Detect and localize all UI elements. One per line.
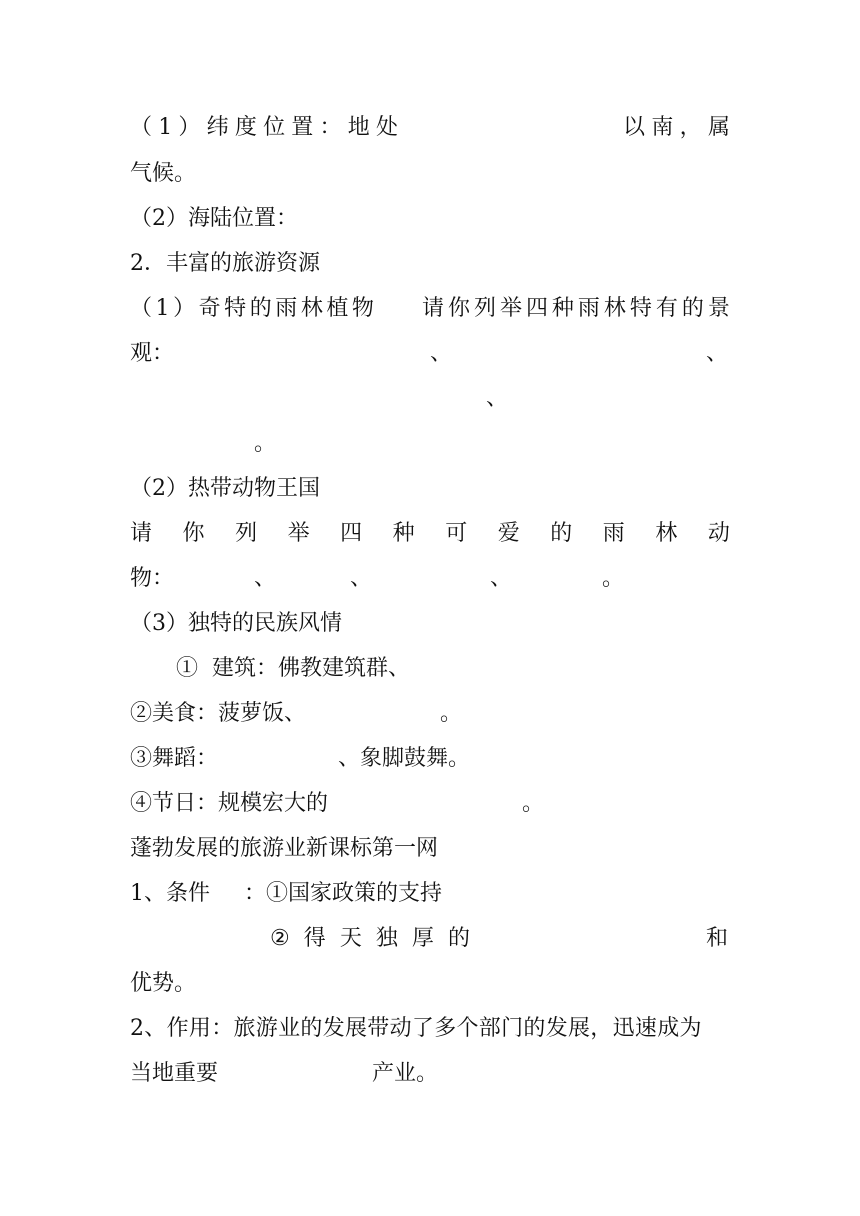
char: （ (130, 296, 153, 321)
line-food: ②美食：菠萝饭、 (130, 701, 307, 726)
line-animals-label: 物： (130, 566, 175, 591)
char: 雨 (275, 296, 298, 321)
separator-mark: 、 (706, 341, 729, 366)
char: 特 (629, 296, 652, 321)
char: 你 (182, 521, 205, 546)
char: 列 (473, 296, 496, 321)
char: 置 (291, 115, 314, 140)
heading-animal-kingdom: （2）热带动物王国 (130, 476, 320, 501)
char: 的 (550, 521, 573, 546)
char: 以 (623, 115, 646, 140)
char: 爱 (497, 521, 520, 546)
char: 林 (603, 296, 626, 321)
char: 特 (224, 296, 247, 321)
char: ② (270, 926, 290, 951)
char: 可 (445, 521, 468, 546)
line-dance-rest: 、象脚鼓舞。 (338, 746, 471, 771)
char: 位 (263, 115, 286, 140)
char: 度 (234, 115, 257, 140)
char: ） (173, 296, 196, 321)
char: 天 (339, 926, 362, 951)
conjunction-and: 和 (706, 926, 729, 951)
char: ， (679, 115, 702, 140)
line-architecture: ① 建筑：佛教建筑群、 (176, 656, 410, 681)
char: 动 (707, 521, 730, 546)
char: 种 (551, 296, 574, 321)
line-latitude-b (623, 114, 730, 142)
period-mark: 。 (602, 566, 625, 591)
char: 雨 (577, 296, 600, 321)
char: 厚 (411, 926, 434, 951)
char: 独 (375, 926, 398, 951)
line-industry: 产业。 (372, 1061, 439, 1086)
char: ） (178, 115, 201, 140)
char: 1 (158, 115, 173, 140)
line-climate: 气候。 (130, 161, 197, 186)
separator-mark: 、 (254, 566, 277, 591)
char: 地 (347, 115, 370, 140)
char: 的 (681, 296, 704, 321)
separator-mark: 、 (486, 386, 509, 411)
separator-mark: 、 (350, 566, 373, 591)
char: （ (130, 115, 153, 140)
char: 处 (375, 115, 398, 140)
char: 请 (422, 296, 445, 321)
line-list-landscapes (422, 295, 730, 323)
line-conditions-label: 1、条件 (130, 881, 210, 906)
char: 物 (351, 296, 374, 321)
char: 雨 (602, 521, 625, 546)
separator-mark: 、 (430, 341, 453, 366)
line-landscape-label: 观： (130, 341, 175, 366)
char: 四 (340, 521, 363, 546)
char: 列 (235, 521, 258, 546)
char: 举 (499, 296, 522, 321)
char: 南 (651, 115, 674, 140)
line-festival: ④节日：规模宏大的 (130, 791, 329, 816)
line-conditions-policy: ：①国家政策的支持 (244, 881, 443, 906)
char: 属 (707, 115, 730, 140)
line-rainforest-plants (130, 295, 374, 323)
char: 四 (525, 296, 548, 321)
char: ： (319, 115, 342, 140)
char: 奇 (198, 296, 221, 321)
char: 林 (300, 296, 323, 321)
char: 植 (326, 296, 349, 321)
line-conditions-advantage (270, 925, 470, 953)
char: 你 (447, 296, 470, 321)
period-mark: 。 (522, 791, 545, 816)
line-role: 2、作用：旅游业的发展带动了多个部门的发展，迅速成为 (130, 1016, 702, 1041)
heading-tourism-industry: 蓬勃发展的旅游业新课标第一网 (130, 836, 439, 861)
char: 纬 (206, 115, 229, 140)
char: 1 (155, 296, 170, 321)
line-latitude-a (130, 114, 398, 142)
heading-tourism-resources: 2．丰富的旅游资源 (130, 251, 320, 276)
char: 景 (707, 296, 730, 321)
period-mark: 。 (440, 701, 463, 726)
char: 的 (447, 926, 470, 951)
char: 的 (249, 296, 272, 321)
char: 请 (130, 521, 153, 546)
separator-mark: 、 (490, 566, 513, 591)
line-sea-land: （2）海陆位置： (130, 206, 298, 231)
line-list-animals (130, 520, 730, 548)
period-mark: 。 (254, 431, 277, 456)
line-advantage: 优势。 (130, 971, 197, 996)
line-dance: ③舞蹈： (130, 746, 219, 771)
char: 得 (303, 926, 326, 951)
heading-ethnic-customs: （3）独特的民族风情 (130, 611, 342, 636)
char: 有 (655, 296, 678, 321)
char: 举 (287, 521, 310, 546)
line-important: 当地重要 (130, 1061, 219, 1086)
char: 种 (392, 521, 415, 546)
char: 林 (655, 521, 678, 546)
